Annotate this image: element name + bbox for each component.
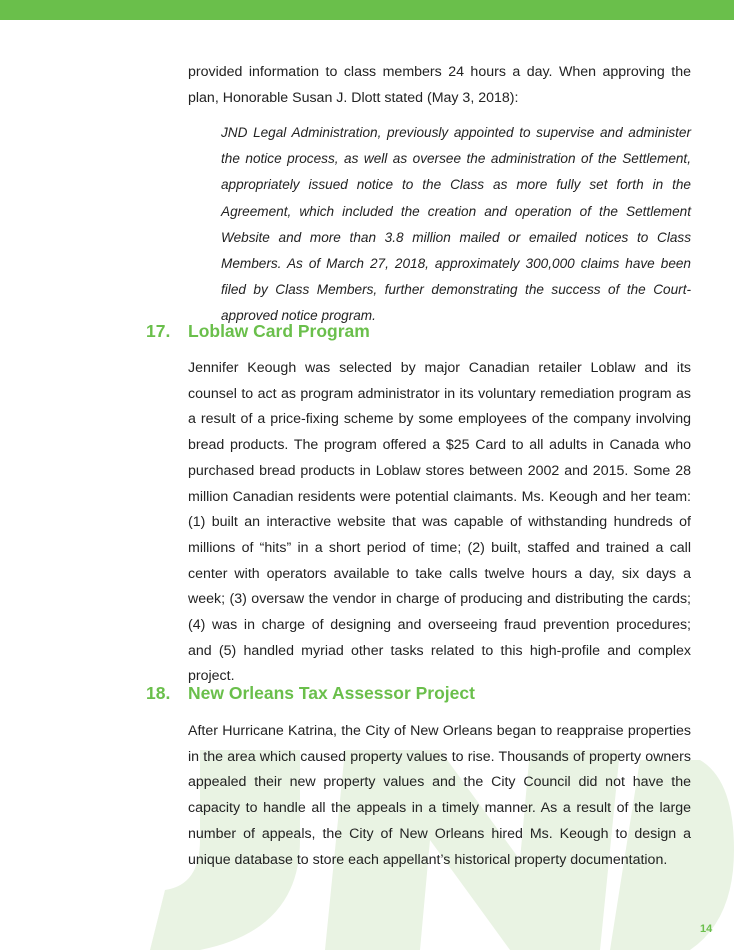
section-number: 17. [146,321,171,341]
section-body-17: Jennifer Keough was selected by major Canadian retailer Loblaw and its counsel to act as program administrator in its voluntary remediation program as a result of a price-fixing scheme by some employees of the company involving bread products. The program offered a $25 Card to all adults in Canada who purchased bread products in Loblaw stores between 2002 and 2015. Some 28 million Canadian residents were potential claimants. Ms. Keough and her team: (1) built an interactive website that was capable of withstanding hundreds of millions of “hits” in a short period of time; (2) built, staffed and trained a call center with operators available to take calls twelve hours a day, six days a week; (3) oversaw the vendor in charge of producing and distributing the cards; (4) was in charge of designing and overseeing fraud prevention procedures; and (5) handled myriad other tasks related to this high-profile and complex project. [188,360,691,685]
section-number: 18. [146,683,171,703]
section-title: Loblaw Card Program [188,321,370,341]
court-quote: JND Legal Administration, previously appointed to supervise and administer the notice process, as well as oversee the administration of the Settlement, appropriately issued notice to the Class as more fully set forth in the Agreement, which included the creation and operation of the Settlement Website and more than 3.8 million mailed or emailed notices to Class Members. As of March 27, 2018, approximately 300,000 claims have been filed by Class Members, further demonstrating the success of the Court-approved notice program. [221,125,691,324]
intro-paragraph: provided information to class members 24 hours a day. When approving the plan, Honorable Susan J. Dlott stated (May 3, 2018): [188,64,691,106]
section-body-18: After Hurricane Katrina, the City of New Orleans began to reappraise properties in the area which caused property values to rise. Thousands of property owners appealed their new property values and the City Council did not have the capacity to handle all the appeals in a timely manner. As a result of the large number of appeals, the City of New Orleans hired Ms. Keough to design a unique database to store each appellant’s historical property documentation. [188,723,691,868]
section-heading-17 [146,320,691,342]
page-number: 14 [700,923,713,935]
section-heading-18 [146,682,691,704]
section-title: New Orleans Tax Assessor Project [188,683,475,703]
